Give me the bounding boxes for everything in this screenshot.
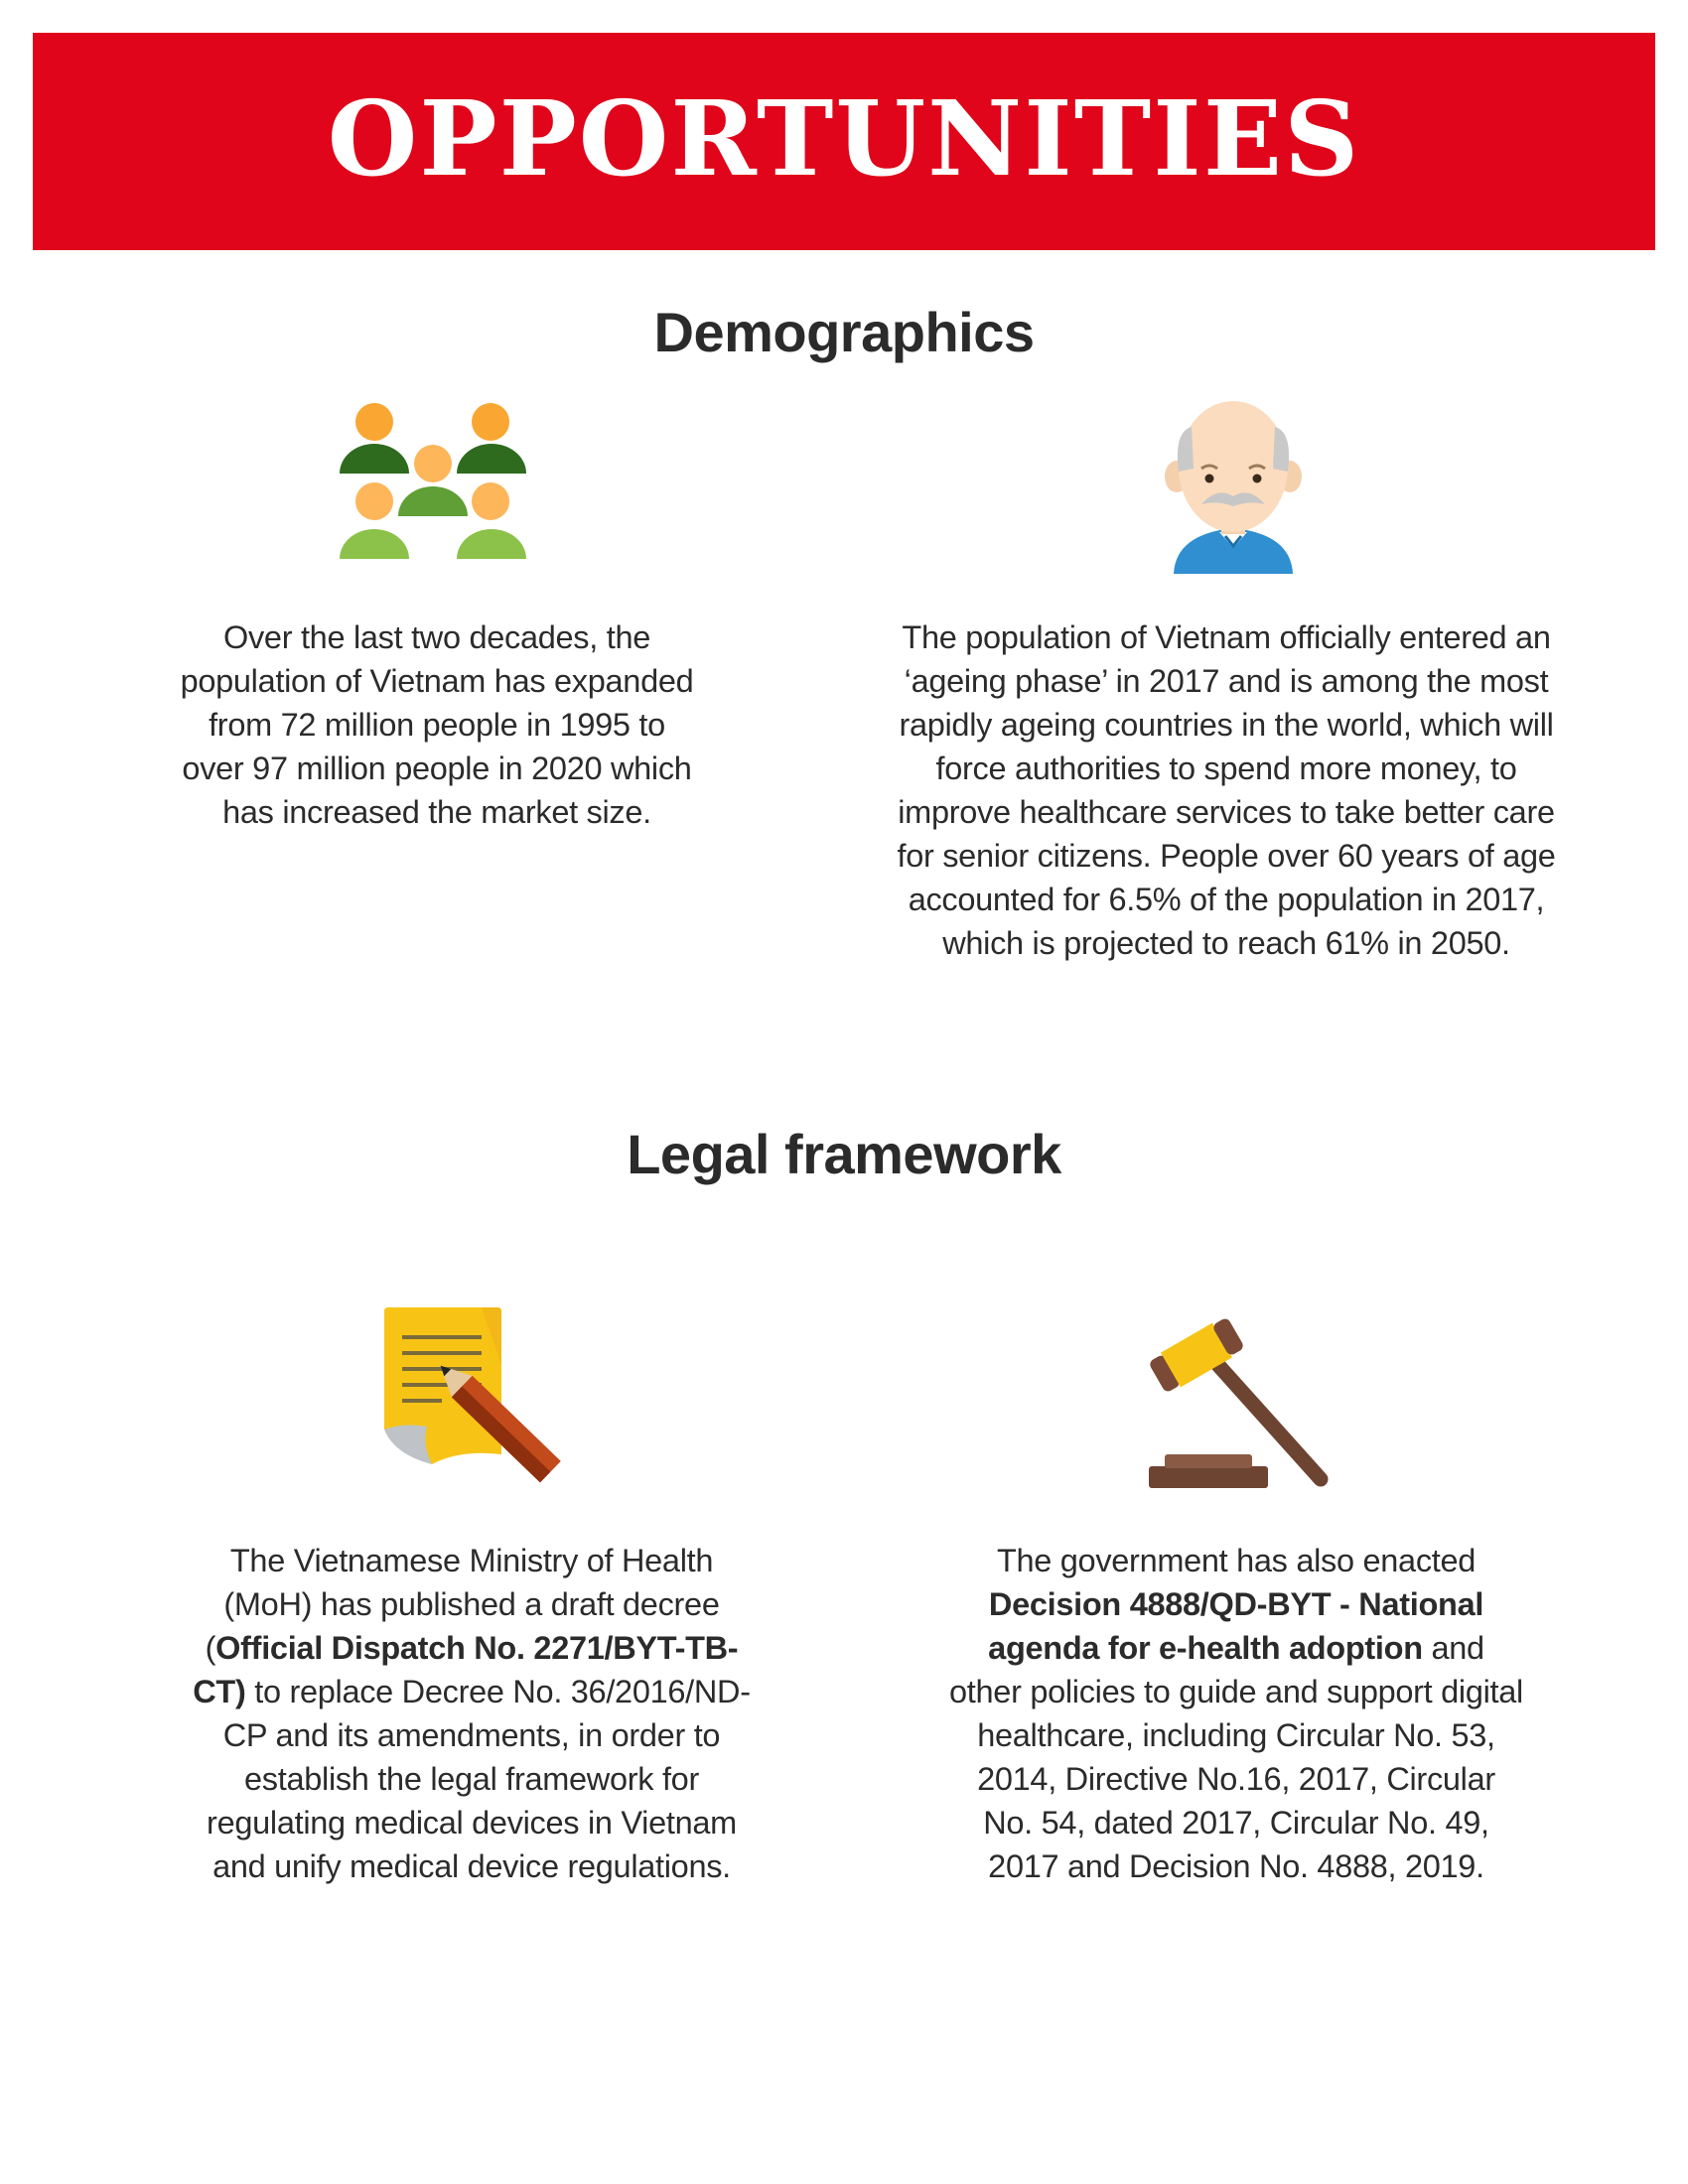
decision-4888-reference: Decision 4888/QD-BYT - National agenda for e-health adoption xyxy=(988,1586,1484,1666)
legal-right-text-end: and other policies to guide and support digital healthcare, including Circular No. 53, 2014, Directive No.16, 2017, Circular No. 54, dated 2017, Circular No. 49, 2017 and Decision No. 4888, 2019. xyxy=(949,1630,1523,1884)
legal-left-text xyxy=(189,1539,755,1888)
legal-left-text-start: The Vietnamese Ministry of Health (MoH) has published a draft decree ( xyxy=(205,1543,720,1666)
document-pencil-icon xyxy=(382,1305,571,1494)
page-title: OPPORTUNITIES xyxy=(327,77,1361,200)
official-dispatch-reference: Official Dispatch No. 2271/BYT-TB-CT) xyxy=(193,1630,739,1709)
demographics-left-text: Over the last two decades, the population of Vietnam has expanded from 72 million people in 1995 to over 97 million people in 2020 which has increased the market size. xyxy=(180,619,694,830)
legal-right-text-start: The government has also enacted xyxy=(996,1543,1477,1578)
people-group-icon xyxy=(338,402,526,561)
demographics-heading: Demographics xyxy=(653,301,1035,363)
gavel-icon xyxy=(1137,1305,1336,1489)
header-banner xyxy=(33,33,1655,250)
legal-right-text xyxy=(948,1539,1524,1888)
legal-heading: Legal framework xyxy=(627,1123,1061,1185)
elderly-man-icon xyxy=(1162,387,1306,576)
legal-left-text-end: to replace Decree No. 36/2016/ND-CP and its amendments, in order to establish the legal framework for regulating medical devices in Vietnam and unify medical device regulations. xyxy=(207,1674,751,1884)
demographics-right-text: The population of Vietnam officially entered an ‘ageing phase’ in 2017 and is among the most rapidly ageing countries in the world, which will force authorities to spend more money, to improve healthcare services to take better care for senior citizens. People over 60 years of age accounted for 6.5% of the population in 2017, which is projected to reach 61% in 2050. xyxy=(897,619,1556,961)
